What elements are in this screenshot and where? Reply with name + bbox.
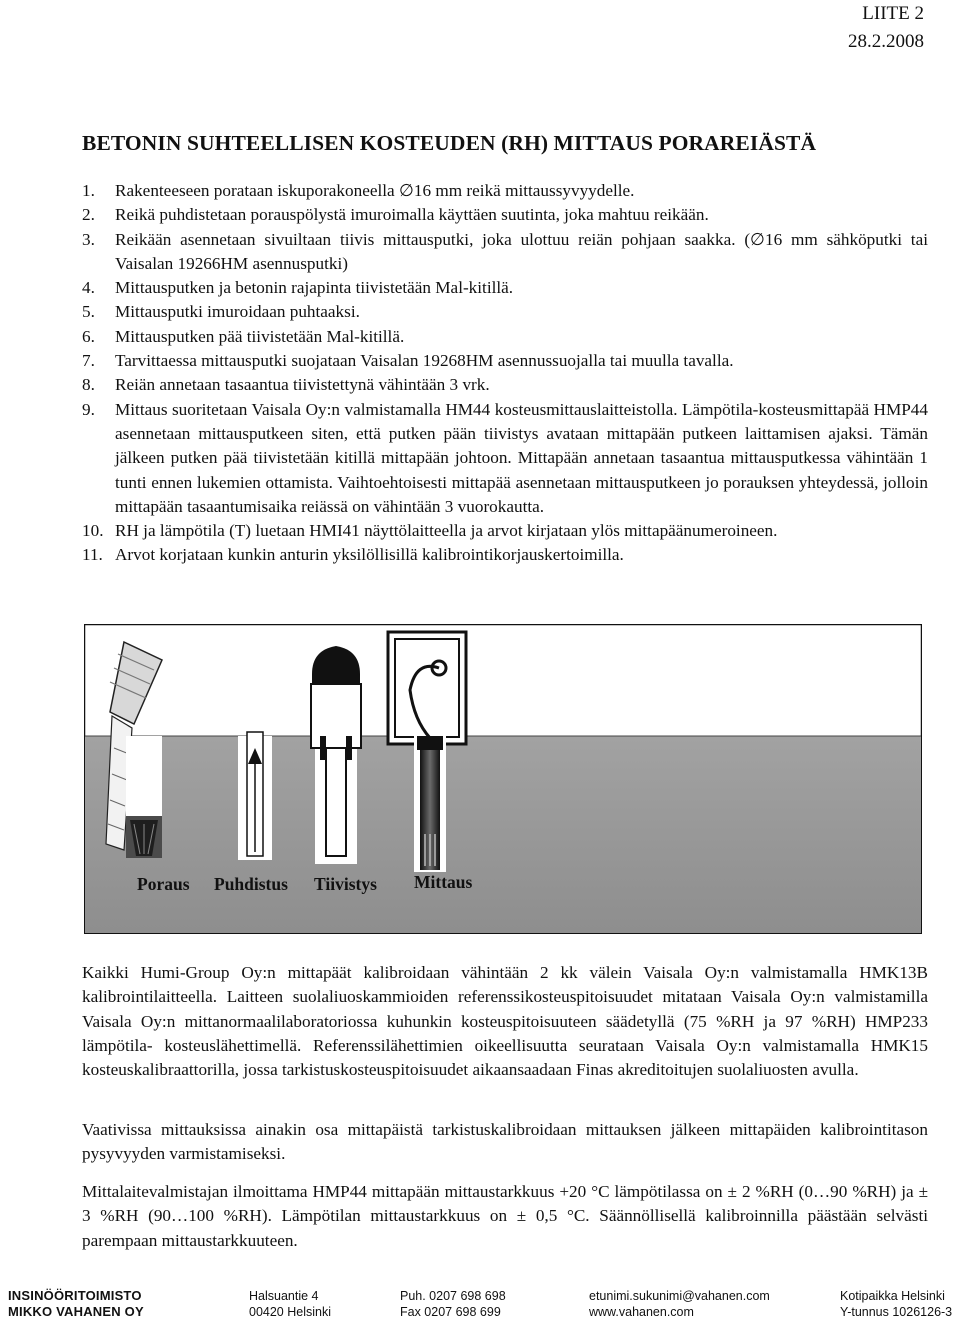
page-footer [0, 1288, 960, 1320]
procedure-steps [82, 179, 928, 568]
step-item: 3. Reikään asennetaan sivuiltaan tiivis mittausputki, joka ulottuu reiän pohjaan saakka. (∅16 mm sähköputki tai Vaisalan 19266HM asennusputki) [82, 229, 928, 273]
footer-web-link[interactable]: www.vahanen.com [589, 1305, 694, 1319]
footer-contact [589, 1288, 770, 1320]
step-item: 5. Mittausputki imuroidaan puhtaaksi. [82, 302, 360, 322]
hmp44-probe [414, 736, 446, 872]
step-item: 7. Tarvittaessa mittausputki suojataan Vaisalan 19268HM asennussuojalla tai muulla tavalla. [82, 351, 734, 371]
hm44-meter [388, 632, 466, 744]
label-measuring: Mittaus [414, 872, 473, 892]
verification-paragraph: Vaativissa mittauksissa ainakin osa mittapäistä tarkistuskalibroidaan mittauksen jälkeen mittapäiden kalibrointitason pysyvyyden varmistamiseksi. [82, 1120, 928, 1164]
calibration-paragraph: Kaikki Humi-Group Oy:n mittapäät kalibroidaan vähintään 2 kk välein Vaisala Oy:n valmistamalla HMK13B kalibrointilaitteella. Laitteen suolaliuoskammioiden referenssikosteuspitoisuudet mitataan Vaisala Oy:n valmistamilla Vaisala Oy:n mittanormaalilaboratoriossa kuhunkin kosteuspitoisuuteen säädetyllä (75 %RH ja 97 %RH) HMP233 lämpötila- kosteuslähettimellä. Referenssilähettimien oikeellisuutta seurataan Vaisala Oy:n valmistamalla HMK15 kosteuskalibraattorilla, jossa tarkistuskosteuspitoisuudet aikaansaadaan Finas akreditoitujen suolaliuosten avulla. [82, 963, 928, 1080]
label-sealing: Tiivistys [314, 874, 377, 894]
footer-phone: Puh. 0207 698 698 Fax 0207 698 699 [400, 1289, 506, 1319]
page-header [848, 0, 924, 56]
label-drilling: Poraus [137, 874, 190, 894]
footer-address: Halsuantie 4 00420 Helsinki [249, 1289, 331, 1319]
footer-company: INSINÖÖRITOIMISTO MIKKO VAHANEN OY [8, 1288, 144, 1319]
step-item: 4. Mittausputken ja betonin rajapinta tiivistetään Mal-kitillä. [82, 278, 514, 298]
concrete-slab [85, 736, 921, 933]
step-item: 1. Rakenteeseen porataan iskuporakoneella ∅16 mm reikä mittaussyvyydelle. [82, 181, 635, 200]
accuracy-paragraph: Mittalaitevalmistajan ilmoittama HMP44 mittapään mittaustarkkuus +20 °C lämpötilassa on ± 2 %RH (0…90 %RH) ja ± 3 %RH (90…100 %RH). Lämpötilan mittaustarkkuus on ± 0,5 °C. Säännöllisellä kalibroinnilla päästään selvästi parempaan mittaustarkkuuteen. [82, 1182, 928, 1250]
measurement-diagram-svg [84, 624, 922, 934]
label-cleaning: Puhdistus [214, 874, 288, 894]
step-item: 6. Mittausputken pää tiivistetään Mal-kitillä. [82, 326, 405, 346]
appendix-label: LIITE 2 [862, 3, 924, 24]
step-item: 2. Reikä puhdistetaan porauspölystä imuroimalla käyttäen suutinta, joka mahtuu reikään. [82, 205, 709, 225]
document-title: BETONIN SUHTEELLISEN KOSTEUDEN (RH) MITTAUS PORAREIÄSTÄ [82, 131, 817, 155]
vacuum-nozzle [238, 732, 272, 860]
step-item: 10. RH ja lämpötila (T) luetaan HMI41 näyttölaitteella ja arvot kirjataan ylös mittapäänumeroineen. [82, 521, 778, 541]
sealed-measurement-tube [311, 646, 361, 864]
measurement-diagram [84, 624, 922, 934]
step-item: 9. Mittaus suoritetaan Vaisala Oy:n valmistamalla HM44 kosteusmittauslaitteistolla. Lämpötila-kosteusmittapää HMP44 asennetaan mittausputkeen siten, että putken pään tiivistys avataan mittapään putkeen laittamisen ajaksi. Tämän jälkeen putken pää tiivistetään kitillä mittapään johtoon. Mittapään annetaan tasaantua mittausputkessa vähintään 1 tunti ennen lukemien ottamista. Vaihtoehtoisesti mittapää asennetaan mittausputkeen jo porauksen yhteydessä, jolloin mittapään tasaantumisaika reiässä on vähintään 3 vuorokautta. [82, 399, 928, 516]
step-item: 11. Arvot korjataan kunkin anturin yksilöllisillä kalibrointikorjauskertoimilla. [82, 545, 624, 565]
footer-email-link[interactable]: etunimi.sukunimi@vahanen.com [589, 1289, 770, 1303]
document-date: 28.2.2008 [848, 31, 924, 52]
step-item: 8. Reiän annetaan tasaantua tiivistettynä vähintään 3 vrk. [82, 375, 490, 395]
footer-registration: Kotipaikka Helsinki Y-tunnus 1026126-3 [840, 1289, 953, 1319]
drill-hole [126, 736, 162, 858]
